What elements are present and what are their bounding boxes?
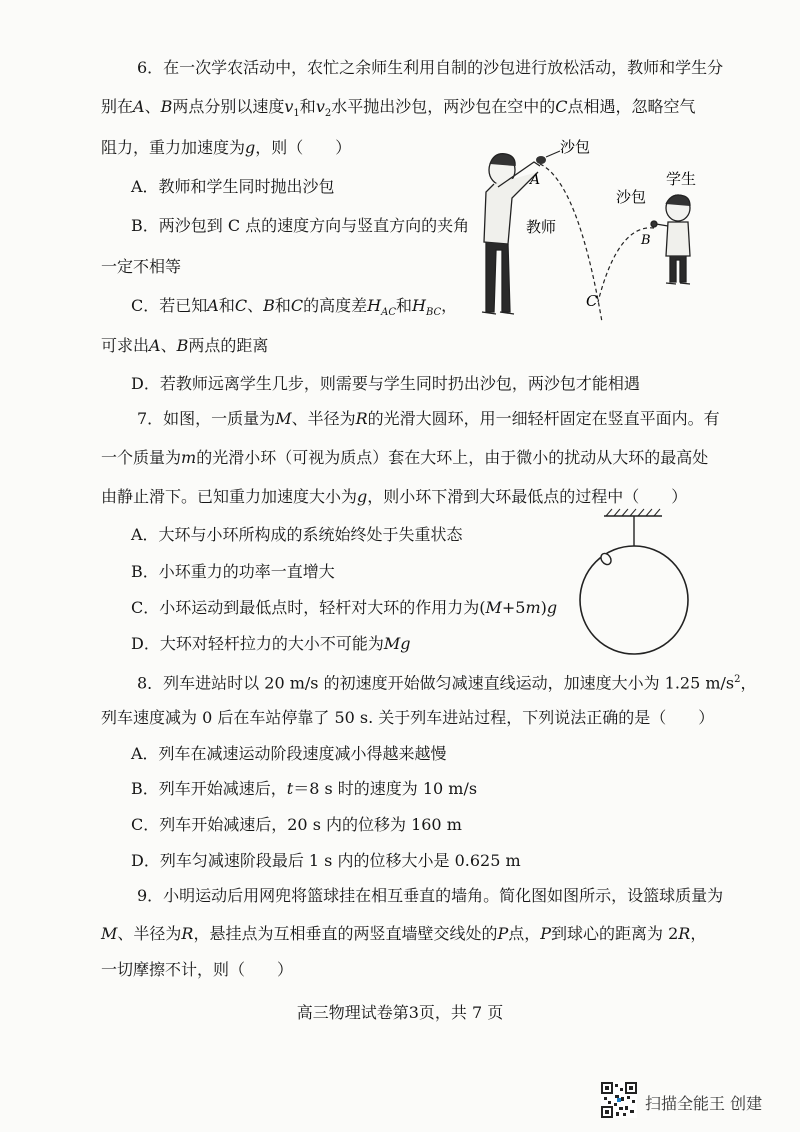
q6-option-d: D．若教师远离学生几步，则需要与学生同时扔出沙包，两沙包才能相遇 [131, 374, 640, 393]
label-sandbag-2: 沙包 [616, 188, 647, 206]
q8-option-d: D．列车匀减速阶段最后 1 s 内的位移大小是 0.625 m [131, 851, 521, 870]
ceiling-hatch [606, 509, 660, 516]
large-ring [580, 546, 688, 654]
q8-option-b: B．列车开始减速后，t＝8 s 时的速度为 10 m/s [131, 779, 478, 798]
small-ring [599, 552, 613, 567]
q7-line-2: 一个质量为m的光滑小环（可视为质点）套在大环上，由于微小的扰动从大环的最高处 [101, 448, 709, 467]
q7-line-3: 由静止滑下。已知重力加速度大小为g，则小环下滑到大环最低点的过程中（ ） [101, 487, 688, 506]
sandbag-icon [536, 151, 560, 164]
q6-option-a: A．教师和学生同时抛出沙包 [131, 177, 335, 196]
q6-line-3: 阻力，重力加速度为g，则（ ） [101, 138, 352, 157]
q8-line-1: 8．列车进站时以 20 m/s 的初速度开始做匀减速直线运动，加速度大小为 1.25 $m/s^2$， [137, 673, 757, 693]
q8-option-a: A．列车在减速运动阶段速度减小得越来越慢 [131, 744, 447, 763]
q7-option-d: D．大环对轻杆拉力的大小不可能为Mg [131, 634, 411, 653]
q7-option-c: C．小环运动到最低点时，轻杆对大环的作用力为(M+5m)g [131, 598, 558, 617]
q7-option-b: B．小环重力的功率一直增大 [131, 562, 335, 581]
scanner-watermark: 扫描全能王 创建 [645, 1094, 763, 1113]
qr-code-icon [601, 1082, 637, 1118]
label-student: 学生 [666, 170, 697, 188]
q6-option-c-line-1: C．若已知A和C、B和C的高度差$H_{AC}$和$H_{BC}$， [131, 296, 458, 319]
q6-option-b-line-1: B．两沙包到 C 点的速度方向与竖直方向的夹角 [131, 216, 470, 235]
q6-option-b-line-2: 一定不相等 [101, 257, 182, 276]
q7-figure [576, 508, 696, 658]
q7-option-a: A．大环与小环所构成的系统始终处于失重状态 [131, 525, 463, 544]
q8-line-2: 列车速度减为 0 后在车站停靠了 50 s. 关于列车进站过程，下列说法正确的是（ ） [101, 708, 715, 727]
label-teacher: 教师 [526, 218, 557, 236]
label-point-b: B [641, 233, 651, 248]
q8-option-c: C．列车开始减速后，20 s 内的位移为 160 m [131, 815, 462, 834]
q9-line-2: M、半径为R，悬挂点为互相垂直的两竖直墙壁交线处的P点，P到球心的距离为 2R， [101, 924, 707, 943]
q6-line-1: 6．在一次学农活动中，农忙之余师生利用自制的沙包进行放松活动，教师和学生分 [137, 58, 724, 77]
q6-option-c-line-2: 可求出A、B两点的距离 [101, 336, 269, 355]
q9-line-1: 9．小明运动后用网兜将篮球挂在相互垂直的墙角。简化图如图所示，设篮球质量为 [137, 886, 724, 905]
label-point-c: C [586, 292, 598, 310]
student-figure [651, 195, 690, 284]
label-point-a: A [530, 172, 541, 188]
q9-line-3: 一切摩擦不计，则（ ） [101, 960, 294, 979]
q6-line-2: 别在A、B两点分别以速度$v_1$和$v_2$水平抛出沙包，两沙包在空中的C点相遇，忽略空气 [101, 97, 696, 120]
label-sandbag-1: 沙包 [560, 138, 591, 156]
q7-line-1: 7．如图，一质量为M、半径为R的光滑大圆环，用一细轻杆固定在竖直平面内。有 [137, 409, 720, 428]
q6-figure [468, 132, 718, 327]
page-footer: 高三物理试卷第3页，共 7 页 [296, 1003, 504, 1022]
